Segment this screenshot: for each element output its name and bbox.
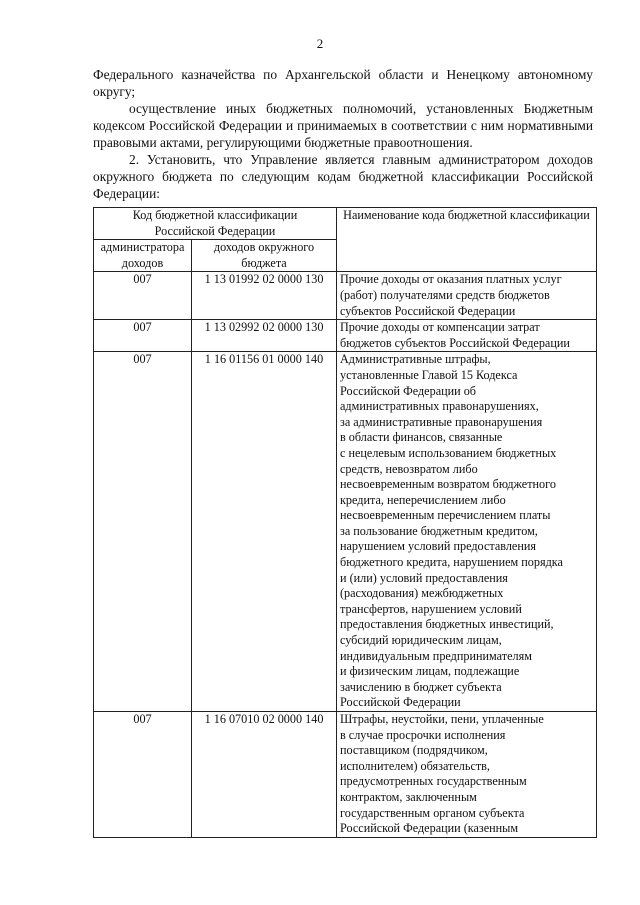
header-administrator: администратора доходов xyxy=(94,240,192,272)
page-number: 2 xyxy=(316,36,324,51)
admin-code-cell: 007 xyxy=(94,320,192,352)
table-header-row xyxy=(94,208,597,240)
code-name-cell: Административные штрафы, установленные Главой 15 Кодекса Российской Федерации об административных правонарушениях, за административные правонарушения в области финансов, связанные с нецелевым использованием бюджетных средств, невозвратом либо несвоевременным возвратом бюджетного кредита, неперечислением либо несвоевременным перечислением платы за пользование бюджетным кредитом, нарушением условий предоставления бюджетного кредита, нарушением порядка и (или) условий предоставления (расходования) межбюджетных трансфертов, нарушением условий предоставления бюджетных инвестиций, субсидий юридическим лицам, индивидуальным предпринимателям и физическим лицам, подлежащие зачислению в бюджет субъекта Российской Федерации xyxy=(337,352,597,712)
paragraph-item-2: 2. Установить, что Управление является главным администратором доходов окружного бюджета по следующим кодам бюджетной классификации Российской Федерации: xyxy=(93,152,593,201)
admin-code-cell: 007 xyxy=(94,272,192,320)
table-row xyxy=(94,320,597,352)
header-income: доходов окружного бюджета xyxy=(192,240,337,272)
income-code-cell: 1 13 02992 02 0000 130 xyxy=(192,320,337,352)
income-code-cell: 1 13 01992 02 0000 130 xyxy=(192,272,337,320)
income-code-cell: 1 16 01156 01 0000 140 xyxy=(192,352,337,712)
admin-code-cell: 007 xyxy=(94,352,192,712)
table-row xyxy=(94,352,597,712)
code-name-cell: Прочие доходы от оказания платных услуг (работ) получателями средств бюджетов субъектов Российской Федерации xyxy=(337,272,597,320)
paragraph-continuation: Федерального казначейства по Архангельской области и Ненецкому автономному округу; xyxy=(93,67,593,99)
header-code-name: Наименование кода бюджетной классификации xyxy=(337,208,597,272)
table-row xyxy=(94,272,597,320)
budget-classification-table xyxy=(93,207,597,838)
income-code-cell: 1 16 07010 02 0000 140 xyxy=(192,712,337,838)
paragraph-other-powers: осуществление иных бюджетных полномочий, установленных Бюджетным кодексом Российской Федерации и принимаемых в соответствии с ним нормативными правовыми актами, регулирующими бюджетные правоотношения. xyxy=(93,101,593,150)
header-budget-code-group: Код бюджетной классификации Российской Федерации xyxy=(94,208,337,240)
admin-code-cell: 007 xyxy=(94,712,192,838)
code-name-cell: Прочие доходы от компенсации затрат бюджетов субъектов Российской Федерации xyxy=(337,320,597,352)
code-name-cell: Штрафы, неустойки, пени, уплаченные в случае просрочки исполнения поставщиком (подрядчиком, исполнителем) обязательств, предусмотренных государственным контрактом, заключенным государственным органом субъекта Российской Федерации (казенным xyxy=(337,712,597,838)
table-row xyxy=(94,712,597,838)
